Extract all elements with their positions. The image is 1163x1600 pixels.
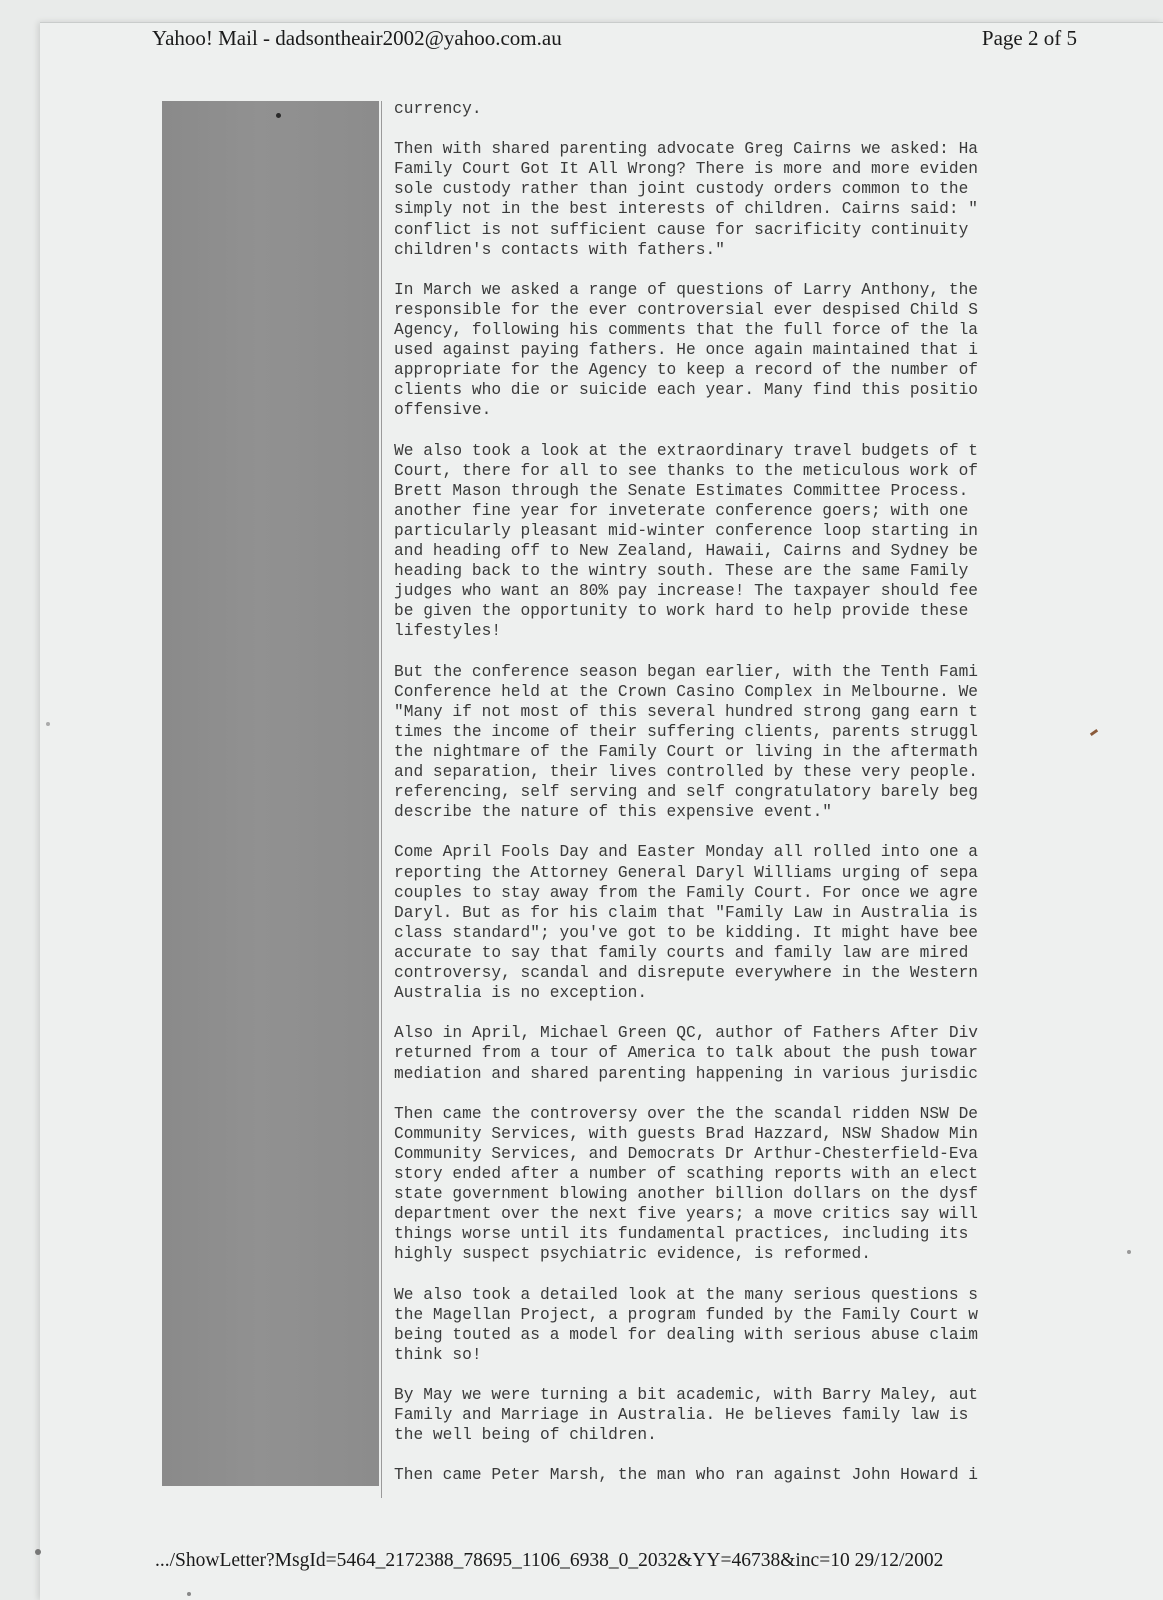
body-line: Court, there for all to see thanks to the meticulous work of (394, 461, 979, 480)
body-line: Then came Peter Marsh, the man who ran against John Howard i (394, 1466, 979, 1485)
page-top-edge (40, 22, 1163, 23)
body-line: We also took a look at the extraordinary travel budgets of t (394, 441, 979, 460)
body-line: think so! (394, 1345, 482, 1364)
body-line: be given the opportunity to work hard to help provide these (394, 602, 969, 621)
scan-speck (1127, 1250, 1131, 1254)
body-line: times the income of their suffering clients, parents struggl (394, 722, 979, 741)
body-paragraph (394, 1104, 1094, 1265)
email-header-title: Yahoo! Mail - dadsontheair2002@yahoo.com.au (152, 26, 562, 50)
body-line: Australia is no exception. (394, 984, 648, 1003)
body-line: and separation, their lives controlled by these very people. (394, 763, 979, 782)
body-line: Then with shared parenting advocate Greg Cairns we asked: Ha (394, 140, 979, 159)
body-line: We also took a detailed look at the many serious questions s (394, 1285, 979, 1304)
body-line: currency. (394, 100, 482, 118)
scan-speck (187, 1592, 191, 1596)
body-line: things worse until its fundamental practices, including its (394, 1225, 969, 1244)
body-line: conflict is not sufficient cause for sacrificity continuity (394, 220, 969, 239)
body-line: Also in April, Michael Green QC, author of Fathers After Div (394, 1024, 979, 1043)
body-paragraph (394, 1465, 1094, 1485)
body-line: particularly pleasant mid-winter conference loop starting in (394, 521, 979, 540)
body-line: Community Services, with guests Brad Hazzard, NSW Shadow Min (394, 1124, 979, 1143)
body-paragraph (394, 842, 1094, 1003)
body-line: being touted as a model for dealing with serious abuse claim (394, 1325, 979, 1344)
body-line: judges who want an 80% pay increase! The taxpayer should fee (394, 582, 979, 601)
body-line: highly suspect psychiatric evidence, is reformed. (394, 1245, 871, 1264)
body-line: Conference held at the Crown Casino Complex in Melbourne. We (394, 682, 979, 701)
body-line: mediation and shared parenting happening in various jurisdic (394, 1064, 979, 1083)
body-line: the nightmare of the Family Court or living in the aftermath (394, 743, 979, 761)
body-line: children's contacts with fathers." (394, 240, 725, 259)
body-line: reporting the Attorney General Daryl Williams urging of sepa (394, 863, 979, 882)
body-line: appropriate for the Agency to keep a record of the number of (394, 361, 979, 380)
body-line: another fine year for inveterate conference goers; with one (394, 501, 969, 520)
body-line: simply not in the best interests of children. Cairns said: " (394, 200, 979, 219)
body-paragraph (394, 1385, 1094, 1445)
footer-date: 29/12/2002 (854, 1550, 944, 1571)
body-line: class standard"; you've got to be kidding. It might have bee (394, 923, 979, 942)
body-line: couples to stay away from the Family Court. For once we agre (394, 883, 979, 902)
body-line: Brett Mason through the Senate Estimates Committee Process. (394, 481, 969, 500)
footer-print-url (155, 1550, 943, 1572)
body-paragraph (394, 99, 1094, 119)
scan-speck (46, 722, 50, 726)
body-line: used against paying fathers. He once again maintained that i (394, 341, 979, 360)
body-line: Community Services, and Democrats Dr Arthur-Chesterfield-Eva (394, 1144, 979, 1163)
body-line: By May we were turning a bit academic, with Barry Maley, aut (394, 1386, 979, 1404)
body-line: Come April Fools Day and Easter Monday all rolled into one a (394, 843, 979, 862)
body-paragraph (394, 139, 1094, 260)
body-line: offensive. (394, 401, 492, 420)
scan-speck (35, 1549, 41, 1555)
body-line: referencing, self serving and self congratulatory barely beg (394, 783, 979, 802)
body-line: But the conference season began earlier, with the Tenth Fami (394, 662, 979, 681)
body-line: returned from a tour of America to talk about the push towar (394, 1044, 979, 1063)
footer-url-text: .../ShowLetter?MsgId=5464_2172388_78695_1106_6938_0_2032&YY=46738&inc=10 (155, 1550, 850, 1571)
body-line: responsible for the ever controversial ever despised Child S (394, 300, 979, 319)
body-line: the Magellan Project, a program funded by the Family Court w (394, 1305, 979, 1324)
body-line: "Many if not most of this several hundred strong gang earn t (394, 702, 979, 721)
punch-hole-mark (276, 113, 281, 118)
page-number: Page 2 of 5 (981, 26, 1077, 50)
body-line: and heading off to New Zealand, Hawaii, Cairns and Sydney be (394, 542, 979, 561)
body-line: the well being of children. (394, 1426, 657, 1445)
body-line: Then came the controversy over the the scandal ridden NSW De (394, 1104, 979, 1123)
body-paragraph (394, 1285, 1094, 1365)
content-divider-line (381, 101, 382, 1498)
email-body (394, 99, 1094, 1506)
body-line: state government blowing another billion dollars on the dysf (394, 1185, 979, 1204)
body-line: story ended after a number of scathing reports with an elect (394, 1164, 979, 1183)
body-paragraph (394, 1023, 1094, 1083)
body-paragraph (394, 280, 1094, 421)
left-gray-sidebar (162, 101, 379, 1486)
body-line: Family and Marriage in Australia. He believes family law is (394, 1406, 969, 1425)
body-line: heading back to the wintry south. These are the same Family (394, 562, 969, 581)
body-line: department over the next five years; a move critics say will (394, 1205, 979, 1224)
body-line: sole custody rather than joint custody orders common to the (394, 180, 969, 199)
body-line: controversy, scandal and disrepute everywhere in the Western (394, 964, 979, 983)
body-line: clients who die or suicide each year. Many find this positio (394, 381, 979, 400)
body-line: lifestyles! (394, 622, 502, 641)
body-paragraph (394, 441, 1094, 642)
body-line: accurate to say that family courts and family law are mired (394, 943, 969, 962)
body-line: Family Court Got It All Wrong? There is more and more eviden (394, 160, 979, 179)
body-line: In March we asked a range of questions of Larry Anthony, the (394, 280, 979, 299)
body-line: Agency, following his comments that the full force of the la (394, 321, 979, 340)
body-paragraph (394, 662, 1094, 823)
body-line: Daryl. But as for his claim that "Family Law in Australia is (394, 903, 979, 922)
body-line: describe the nature of this expensive event." (394, 803, 833, 822)
